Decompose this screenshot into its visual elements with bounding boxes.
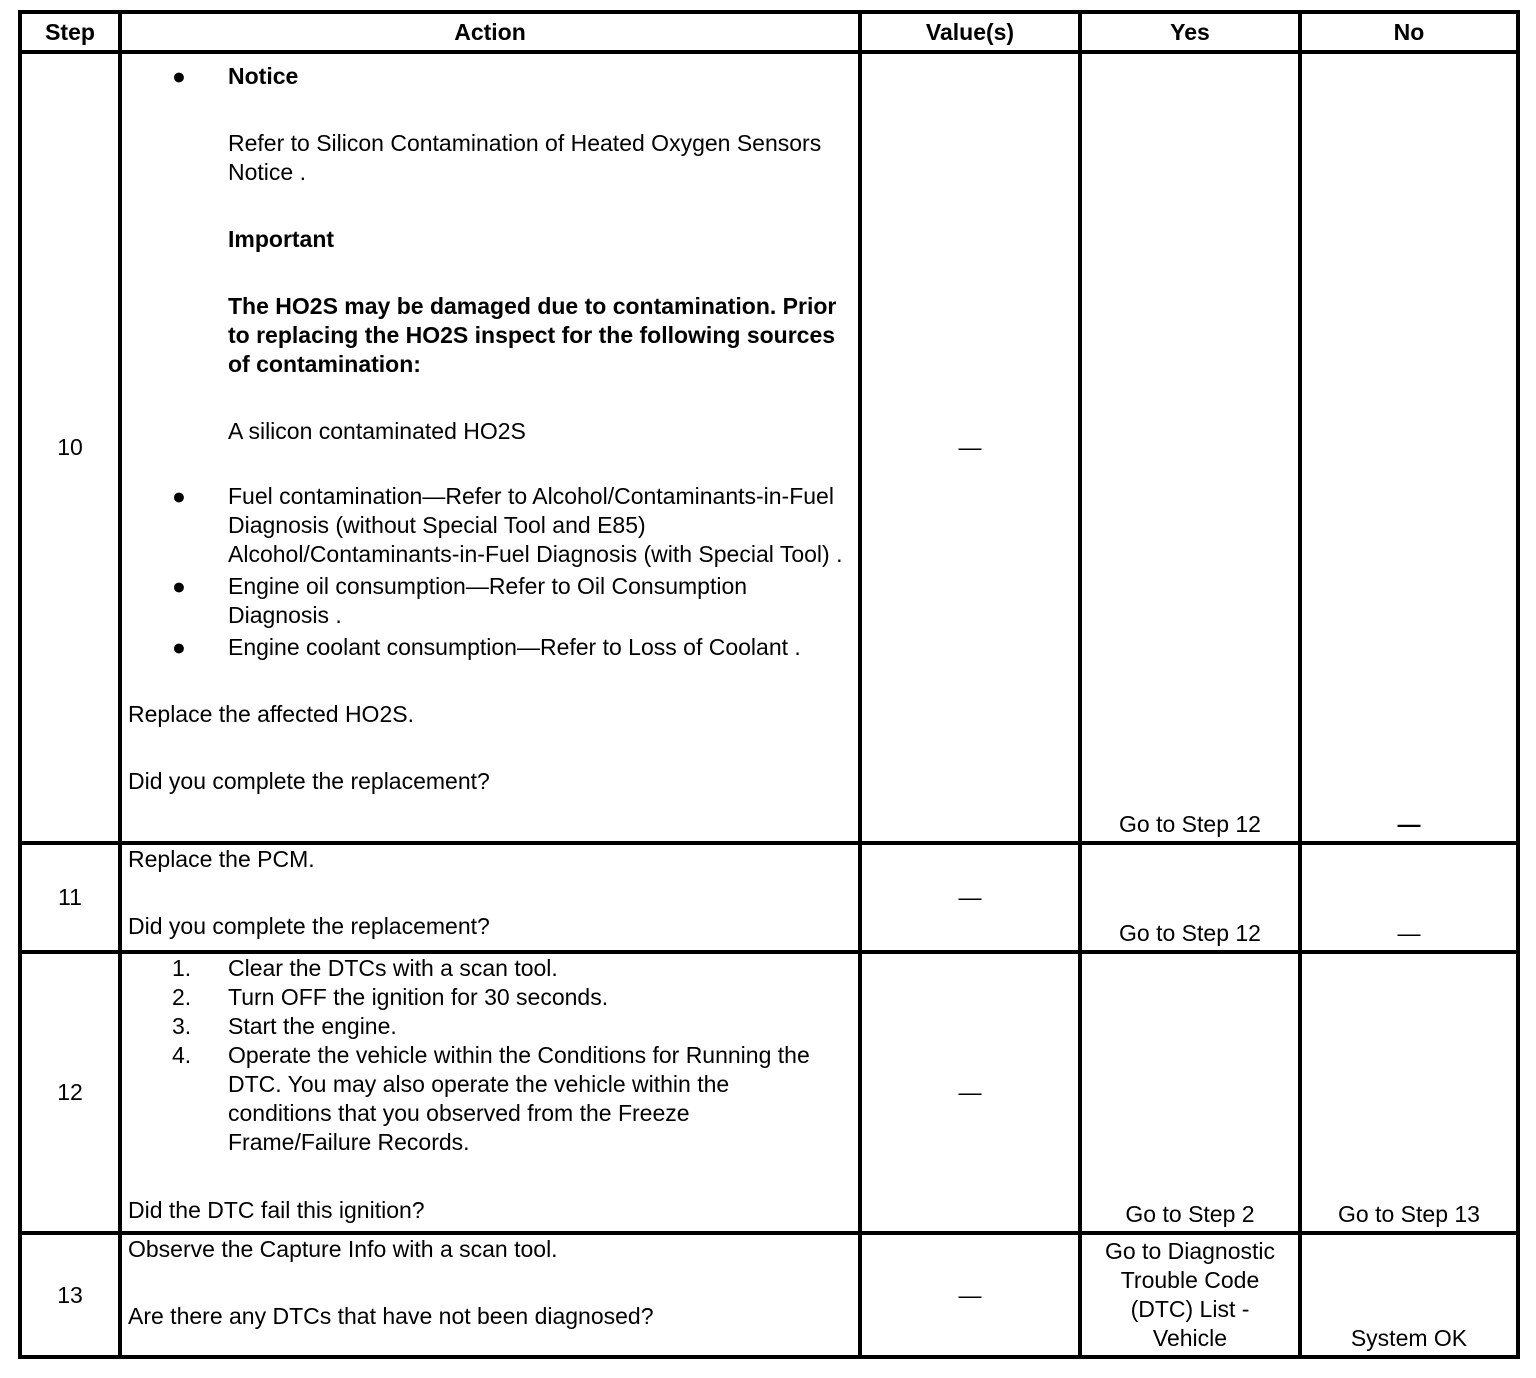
action-cell [118, 50, 858, 841]
list-item: 4. Operate the vehicle within the Conditions for Running the DTC. You may also operate the vehicle within the conditions that you observed from the Freeze Frame/Failure Records. [172, 1042, 810, 1155]
important-text: The HO2S may be damaged due to contamination. Prior to replacing the HO2S inspect for the following sources of contamination: [228, 293, 837, 377]
no-cell: Go to Step 13 [1298, 950, 1520, 1231]
bullet-icon: ● [172, 63, 186, 89]
list-item: 3. Start the engine. [172, 1013, 397, 1039]
value-cell: — [858, 950, 1078, 1231]
contamination-item-a: A silicon contaminated HO2S [228, 418, 526, 444]
step-number: 13 [18, 1231, 118, 1359]
no-cell: — [1298, 50, 1520, 841]
header-no: No [1298, 10, 1520, 50]
important-title: Important [228, 226, 335, 252]
list-item: 2. Turn OFF the ignition for 30 seconds. [172, 984, 609, 1010]
header-step: Step [18, 10, 118, 50]
question-text: Did the DTC fail this ignition? [128, 1197, 425, 1223]
value-cell: — [858, 841, 1078, 950]
no-cell: — [1298, 841, 1520, 950]
value-cell: — [858, 50, 1078, 841]
list-item: ● Engine coolant consumption—Refer to Loss of Coolant . [172, 634, 801, 660]
step-number: 11 [18, 841, 118, 950]
notice-text: Refer to Silicon Contamination of Heated Oxygen Sensors Notice . [228, 130, 822, 185]
value-cell: — [858, 1231, 1078, 1359]
question-text: Did you complete the replacement? [128, 913, 490, 939]
instruction-text: Replace the PCM. [128, 846, 315, 872]
question-text: Did you complete the replacement? [128, 768, 490, 794]
bullet-icon: ● [172, 573, 186, 599]
instruction-text: Replace the affected HO2S. [128, 701, 414, 727]
header-row [18, 10, 1520, 50]
yes-cell: Go to Step 12 [1078, 841, 1298, 950]
table-row-step-11 [18, 841, 1520, 950]
list-item: ● Engine oil consumption—Refer to Oil Consumption Diagnosis . [172, 573, 748, 628]
diagnostic-table [18, 10, 1520, 1359]
instruction-text: Observe the Capture Info with a scan tool. [128, 1236, 558, 1262]
notice-title: Notice [228, 63, 299, 89]
header-values: Value(s) [858, 10, 1078, 50]
action-cell [118, 841, 858, 950]
step-number: 12 [18, 950, 118, 1231]
notice-item [128, 62, 852, 91]
header-yes: Yes [1078, 10, 1298, 50]
action-cell [118, 1231, 858, 1359]
yes-cell: Go to Step 12 [1078, 50, 1298, 841]
no-cell: System OK [1298, 1231, 1520, 1359]
bullet-icon: ● [172, 634, 186, 660]
action-cell [118, 950, 858, 1231]
table-row-step-13 [18, 1231, 1520, 1359]
yes-cell: Go to Diagnostic Trouble Code (DTC) List - Vehicle [1078, 1231, 1298, 1359]
table-row-step-10 [18, 50, 1520, 841]
step-number: 10 [18, 50, 118, 841]
yes-cell: Go to Step 2 [1078, 950, 1298, 1231]
list-item: ● Fuel contamination—Refer to Alcohol/Contaminants-in-Fuel Diagnosis (without Special Tool and E85) Alcohol/Contaminants-in-Fuel Diagnosis (with Special Tool) . [172, 483, 843, 567]
bullet-icon: ● [172, 483, 186, 509]
list-item: 1. Clear the DTCs with a scan tool. [172, 955, 558, 981]
table-row-step-12 [18, 950, 1520, 1231]
question-text: Are there any DTCs that have not been diagnosed? [128, 1303, 654, 1329]
header-action: Action [118, 10, 858, 50]
